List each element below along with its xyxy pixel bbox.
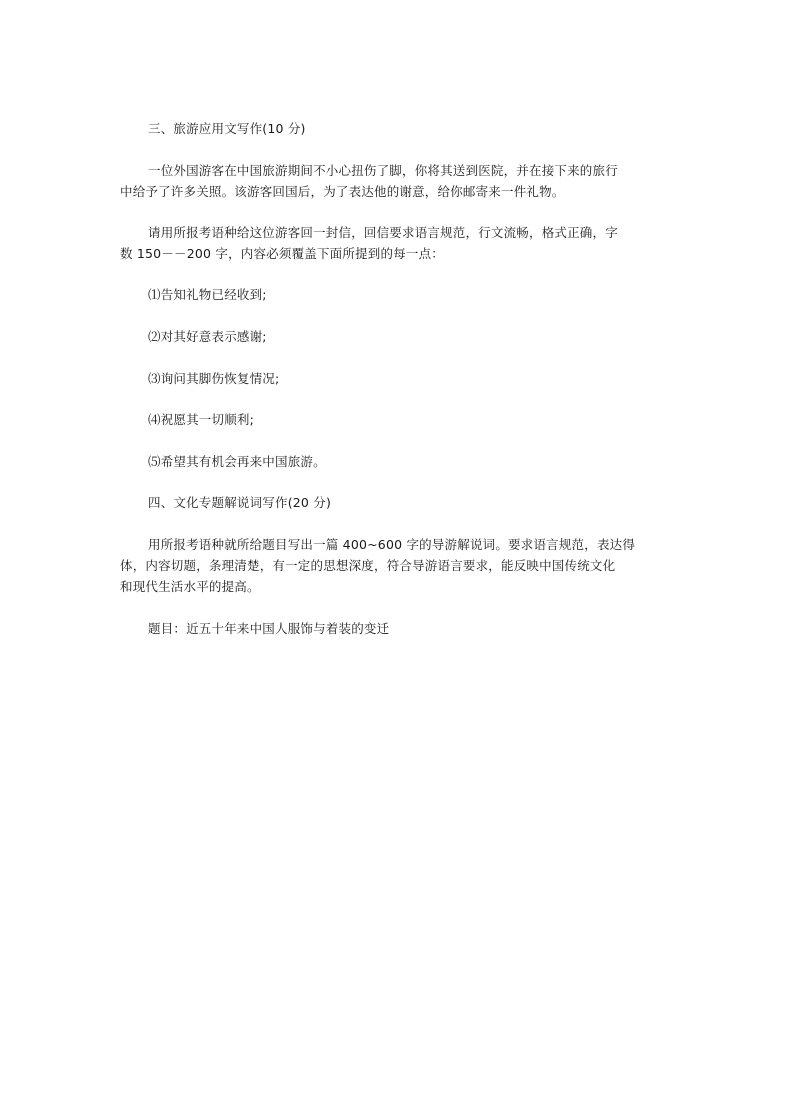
requirement-point-5: ⑸希望其有机会再来中国旅游。 (148, 454, 326, 469)
section-3-task-paragraph (120, 222, 670, 264)
section-3-heading: 三、旅游应用文写作(10 分) (148, 121, 306, 136)
scenario-line-1: 一位外国游客在中国旅游期间不小心扭伤了脚，你将其送到医院，并在接下来的旅行 (148, 163, 618, 178)
section-3-scenario-paragraph (120, 160, 670, 202)
requirement-point-3: ⑶询问其脚伤恢复情况; (148, 371, 280, 386)
requirement-point-2: ⑵对其好意表示感谢; (148, 329, 267, 344)
task-line-1: 请用所报考语种给这位游客回一封信，回信要求语言规范，行文流畅，格式正确，字 (148, 225, 618, 240)
section-4-line-1: 用所报考语种就所给题目写出一篇 400~600 字的导游解说词。要求语言规范，表达得 (148, 537, 636, 552)
section-4-heading: 四、文化专题解说词写作(20 分) (148, 495, 332, 510)
requirement-point-1: ⑴告知礼物已经收到; (148, 287, 267, 302)
essay-topic: 题目：近五十年来中国人服饰与着装的变迁 (148, 621, 390, 636)
task-line-2: 数 150－－200 字，内容必须覆盖下面所提到的每一点： (120, 246, 444, 261)
section-4-task-paragraph (120, 534, 670, 597)
section-4-line-3: 和现代生活水平的提高。 (120, 579, 260, 594)
requirement-point-4: ⑷祝愿其一切顺利; (148, 412, 255, 427)
section-4-line-2: 体，内容切题，条理清楚，有一定的思想深度，符合导游语言要求，能反映中国传统文化 (120, 558, 616, 573)
scenario-line-2: 中给予了许多关照。该游客回国后，为了表达他的谢意，给你邮寄来一件礼物。 (120, 184, 565, 199)
